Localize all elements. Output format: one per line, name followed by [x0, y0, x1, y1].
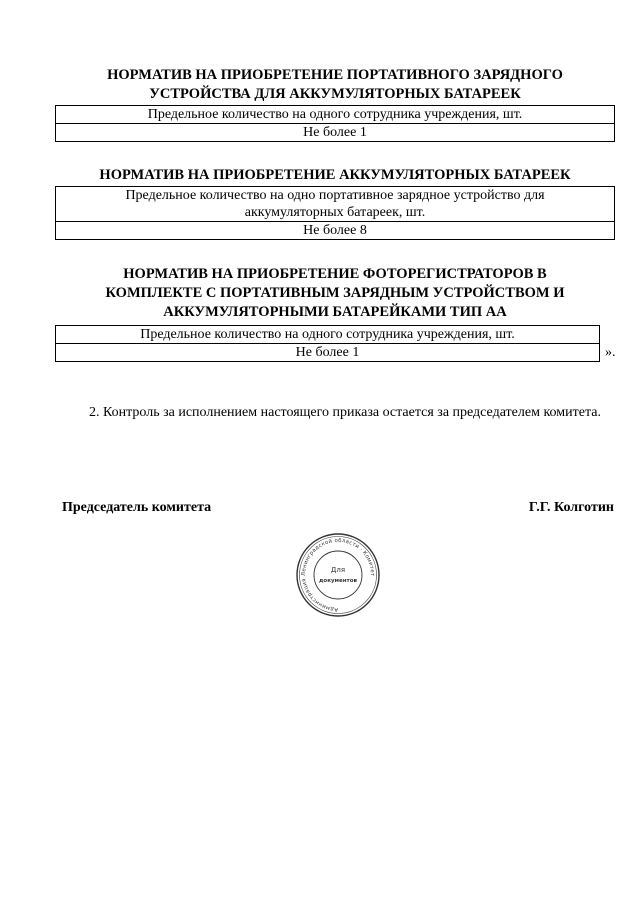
heading-line: НОРМАТИВ НА ПРИОБРЕТЕНИЕ ФОТОРЕГИСТРАТОРОВ В	[123, 266, 547, 282]
control-paragraph: 2. Контроль за исполнением настоящего приказа остается за председателем комитета.	[89, 405, 601, 420]
row-value: Не более 1	[56, 124, 615, 142]
section-2-table	[55, 186, 615, 240]
row-label	[56, 187, 615, 222]
heading-line: НОРМАТИВ НА ПРИОБРЕТЕНИЕ АККУМУЛЯТОРНЫХ БАТАРЕЕК	[99, 167, 571, 183]
svg-text:Администрация Ленинградской об	[301, 538, 375, 613]
heading-line: УСТРОЙСТВА ДЛЯ АККУМУЛЯТОРНЫХ БАТАРЕЕК	[149, 86, 521, 102]
closing-quote-mark: ».	[605, 345, 616, 360]
official-seal-stamp	[288, 532, 388, 618]
stamp-ring-text: Администрация Ленинградской области · Комитет	[301, 537, 376, 613]
signature-title: Председатель комитета	[62, 500, 212, 515]
row-value: Не более 8	[56, 222, 615, 240]
heading-line: КОМПЛЕКТЕ С ПОРТАТИВНЫМ ЗАРЯДНЫМ УСТРОЙСТВОМ И	[105, 285, 565, 301]
row-label: Предельное количество на одного сотрудника учреждения, шт.	[56, 326, 600, 344]
heading-line: НОРМАТИВ НА ПРИОБРЕТЕНИЕ ПОРТАТИВНОГО ЗАРЯДНОГО	[107, 67, 563, 83]
row-label-line: Предельное количество на одно портативное зарядное устройство для	[125, 188, 545, 203]
row-value: Не более 1	[56, 344, 600, 362]
section-1-heading	[55, 66, 615, 104]
section-2-heading	[55, 166, 615, 185]
heading-line: АККУМУЛЯТОРНЫМИ БАТАРЕЙКАМИ ТИП АА	[163, 304, 507, 320]
row-label-line: аккумуляторных батареек, шт.	[244, 205, 426, 220]
stamp-center-line: Для	[330, 566, 346, 574]
section-1-table	[55, 105, 615, 142]
row-label: Предельное количество на одного сотрудника учреждения, шт.	[56, 106, 615, 124]
section-3-heading	[55, 265, 615, 322]
stamp-center-line: документов	[318, 578, 358, 584]
signature-name: Г.Г. Колготин	[528, 500, 614, 515]
section-3-table	[55, 325, 600, 362]
